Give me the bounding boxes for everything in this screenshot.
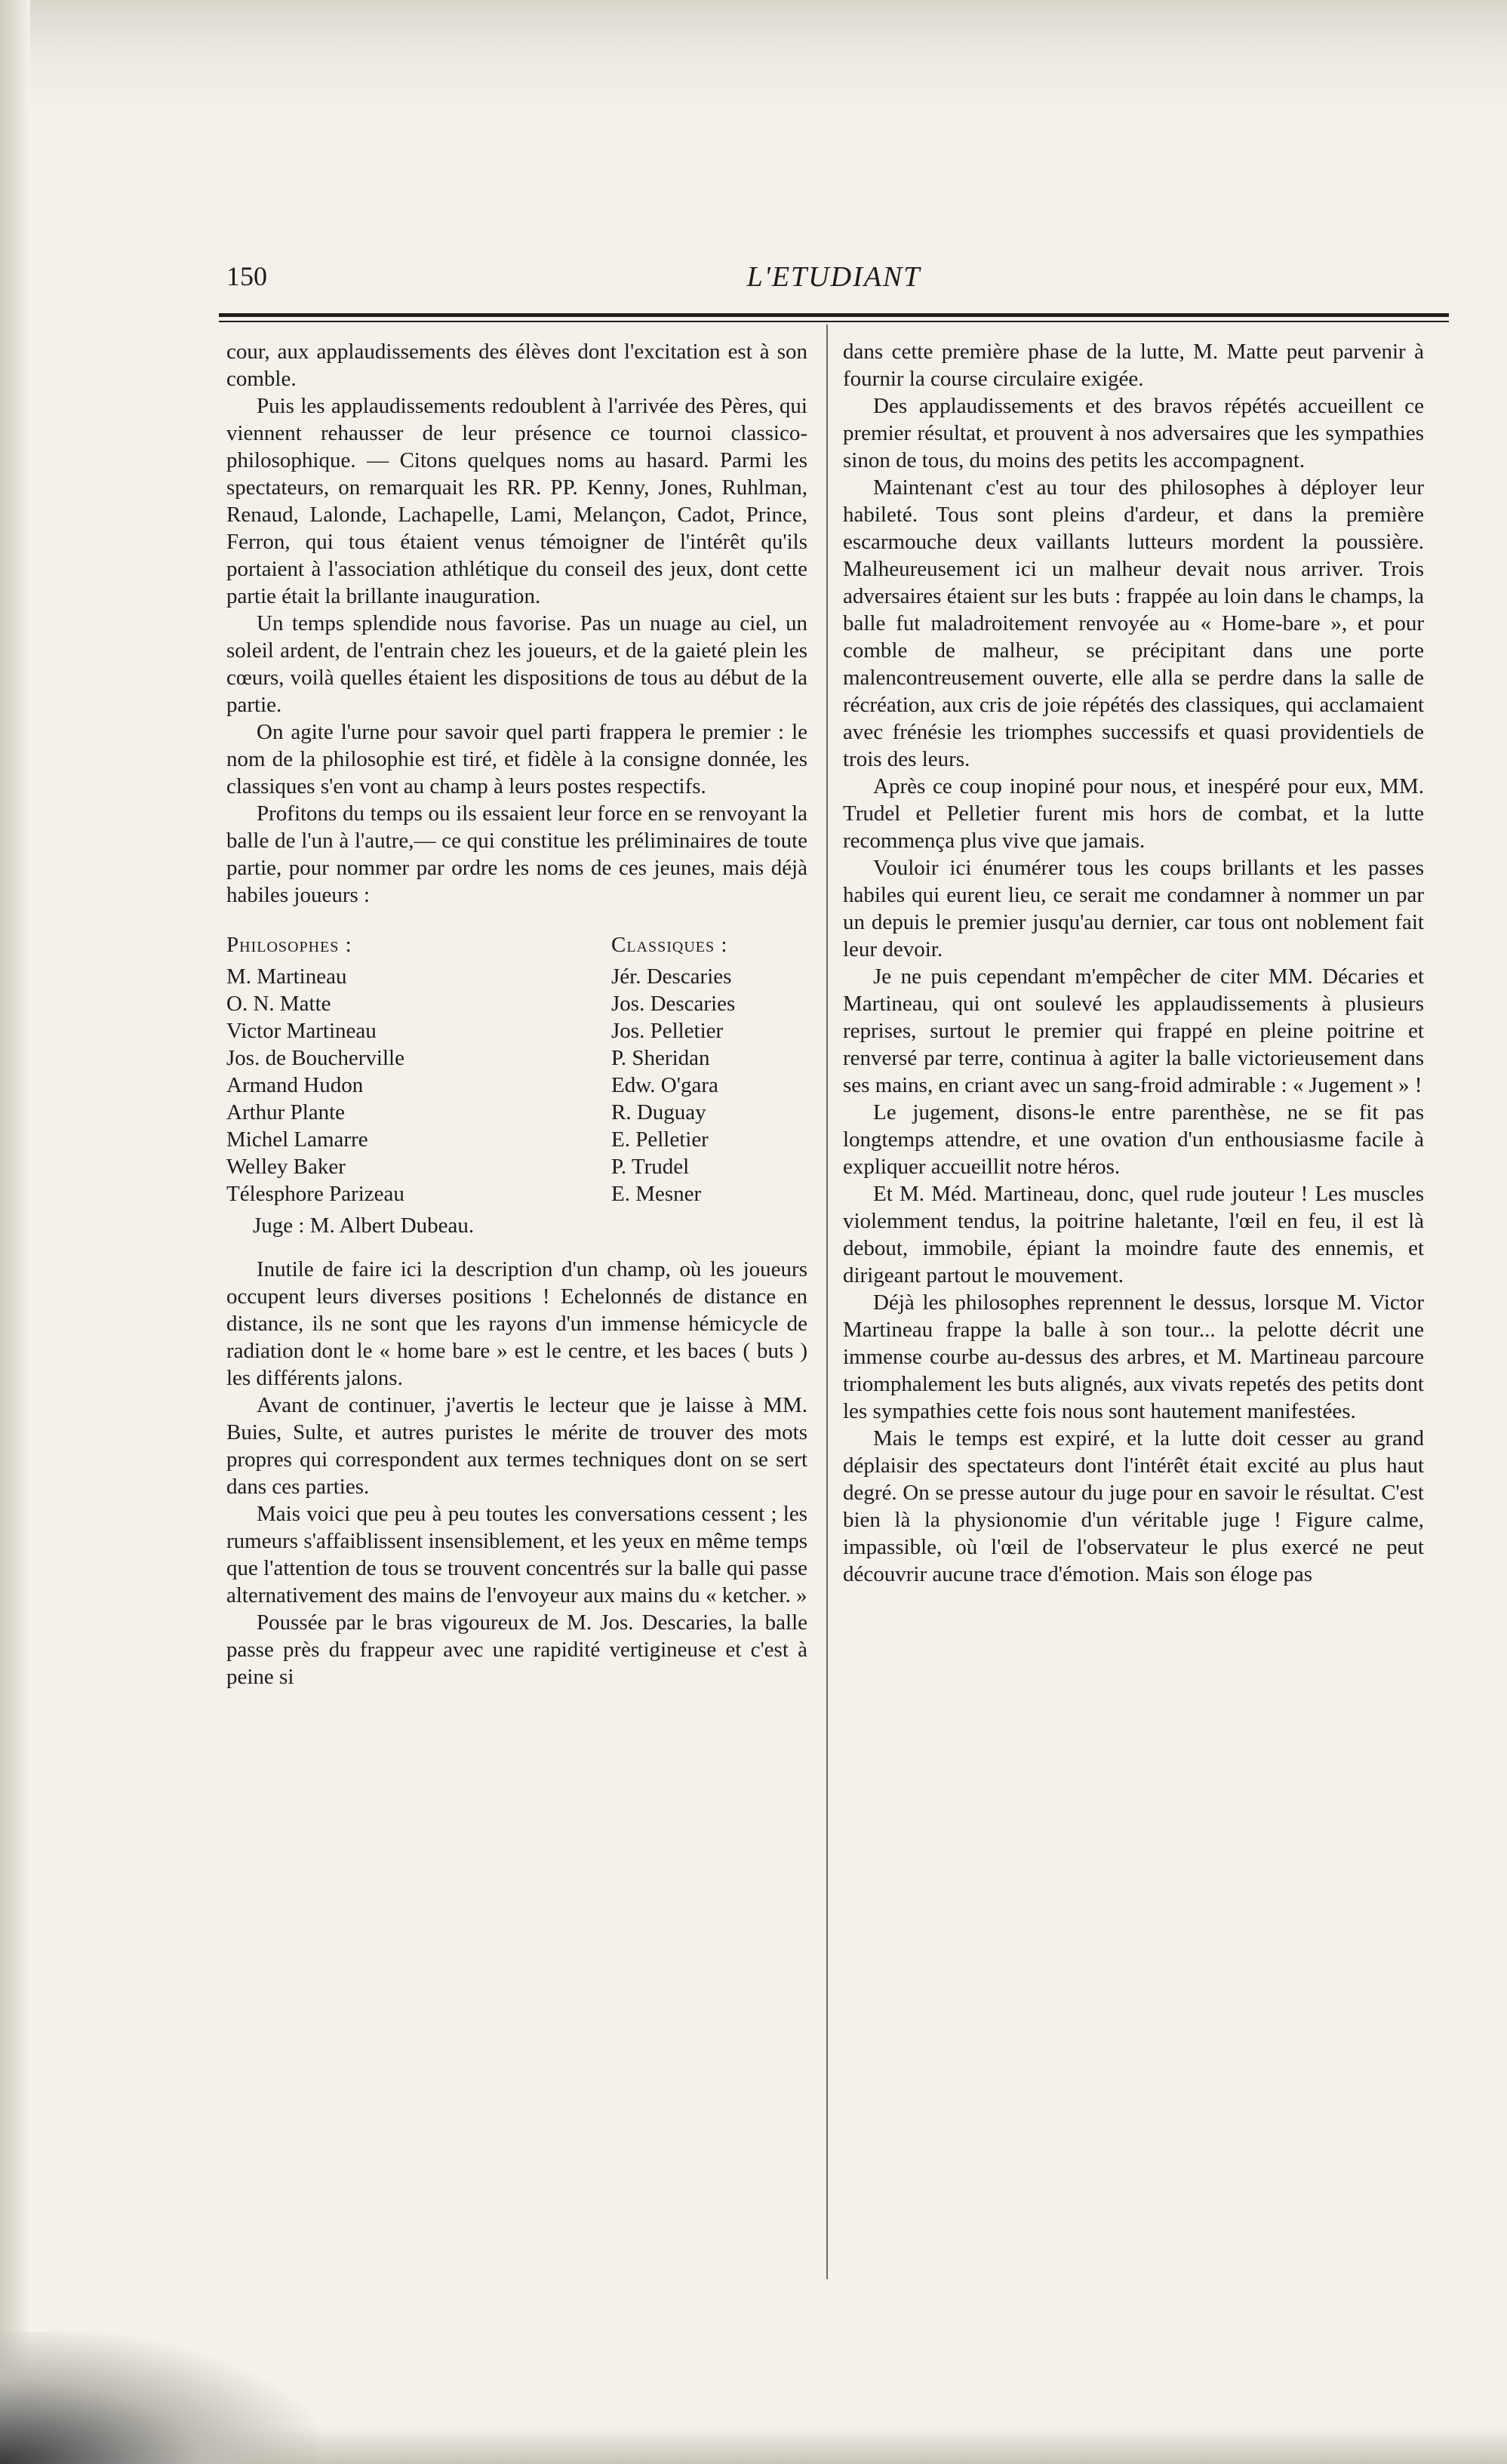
paragraph: Inutile de faire ici la description d'un champ, où les joueurs occupent leurs diverses positions ! Echelonnés de distance en distance, ils ne sont que les rayons d'un immense hémicycle de radiation dont le « home bare » est le centre, et les baces ( buts ) les différents jalons. bbox=[226, 1257, 807, 1390]
column-divider bbox=[826, 325, 828, 2279]
page-edge-left bbox=[0, 0, 30, 2464]
paragraph: Profitons du temps ou ils essaient leur force en se renvoyant la balle de l'un à l'autre,— ce qui constitue les préliminaires de toute partie, pour nommer par ordre les noms de ces jeunes, mais déjà habiles joueurs : bbox=[226, 801, 807, 907]
paragraph: Mais voici que peu à peu toutes les conversations cessent ; les rumeurs s'affaiblissent insensiblement, et les yeux en même temps que l'attention de tous se trouvent concentrés sur la balle qui passe alternativement des mains de l'envoyeur aux mains du « ketcher. » bbox=[226, 1502, 807, 1607]
player-name: Jos. de Boucherville bbox=[226, 1046, 404, 1070]
team-heading: Philosophes : bbox=[226, 933, 352, 957]
paragraph: Vouloir ici énumérer tous les coups brillants et les passes habiles qui eurent lieu, ce serait me condamner à nommer un par un depuis le premier jusqu'au dernier, car tous ont noblement fait leur devoir. bbox=[843, 856, 1424, 961]
team-rosters bbox=[226, 931, 807, 1207]
player-name: Armand Hudon bbox=[226, 1073, 364, 1097]
paragraph: cour, aux applaudissements des élèves dont l'excitation est à son comble. bbox=[226, 340, 807, 391]
header-rule-thin bbox=[219, 321, 1449, 322]
paragraph: On agite l'urne pour savoir quel parti frappera le premier : le nom de la philosophie est tiré, et fidèle à la consigne donnée, les classiques s'en vont au champ à leurs postes respectifs. bbox=[226, 720, 807, 798]
paragraph: Maintenant c'est au tour des philosophes à déployer leur habileté. Tous sont pleins d'ardeur, et dans la première escarmouche deux vaillants lutteurs mordent la poussière. Malheureusement ici un malheur devait nous arriver. Trois adversaires étaient sur les buts : frappée au loin dans le champs, la balle fut maladroitement renvoyée au « Home-bare », et pour comble de malheur, se précipitant dans une porte malencontreusement ouverte, elle alla se perdre dans la salle de récréation, aux cris de joie répétés des classiques, qui acclamaient avec frénésie les triomphes successifs et quasi providentiels de trois des leurs. bbox=[843, 475, 1424, 771]
player-name: Welley Baker bbox=[226, 1155, 346, 1179]
ink-stain bbox=[0, 2332, 317, 2464]
paragraph: Déjà les philosophes reprennent le dessus, lorsque M. Victor Martineau frappe la balle à son tour... la pelotte décrit une immense courbe au-dessus des arbres, et M. Martineau parcoure triomphalement les buts alignés, aux vivats repetés des petits dont les sympathies cette fois nous sont hautement manifestées. bbox=[843, 1290, 1424, 1423]
team-philosophes bbox=[226, 931, 506, 1207]
paragraph: Le jugement, disons-le entre parenthèse, ne se fit pas longtemps attendre, et une ovation d'un enthousiasme facile à expliquer accueillit notre héros. bbox=[843, 1100, 1424, 1179]
paragraph: Poussée par le bras vigoureux de M. Jos. Descaries, la balle passe près du frappeur avec une rapidité vertigineuse et c'est à peine si bbox=[226, 1610, 807, 1689]
running-title: L'ETUDIANT bbox=[746, 261, 921, 293]
paragraph: Et M. Méd. Martineau, donc, quel rude jouteur ! Les muscles violemment tendus, la poitrine haletante, l'œil en feu, il est là debout, immobile, épiant la moindre faute des ennemis, et dirigeant partout le mouvement. bbox=[843, 1182, 1424, 1287]
paragraph: Des applaudissements et des bravos répétés accueillent ce premier résultat, et prouvent à nos adversaires que les sympathies sinon de tous, du moins des petits les accompagnent. bbox=[843, 394, 1424, 472]
player-name: P. Sheridan bbox=[611, 1046, 710, 1070]
player-name: E. Pelletier bbox=[611, 1127, 709, 1152]
judge-line: Juge : M. Albert Dubeau. bbox=[253, 1214, 475, 1238]
left-column bbox=[226, 338, 807, 1690]
player-name: Télesphore Parizeau bbox=[226, 1182, 404, 1206]
page-header bbox=[219, 260, 1449, 313]
player-name: Victor Martineau bbox=[226, 1019, 377, 1043]
page-edge-top bbox=[0, 0, 1507, 113]
player-name: M. Martineau bbox=[226, 964, 347, 989]
paragraph: Avant de continuer, j'avertis le lecteur que je laisse à MM. Buies, Sulte, et autres puristes le mérite de trouver des mots propres qui correspondent aux termes techniques dont on se sert dans ces parties. bbox=[226, 1393, 807, 1499]
right-column bbox=[843, 338, 1424, 1588]
player-name: Arthur Plante bbox=[226, 1100, 346, 1124]
player-name: Edw. O'gara bbox=[611, 1073, 718, 1097]
paragraph: Après ce coup inopiné pour nous, et inespéré pour eux, MM. Trudel et Pelletier furent mis hors de combat, et la lutte recommença plus vive que jamais. bbox=[843, 774, 1424, 853]
paragraph: Je ne puis cependant m'empêcher de citer MM. Décaries et Martineau, qui ont soulevé les applaudissements à plusieurs reprises, surtout le premier qui frappé en pleine poitrine et renversé par terre, continua à agiter la balle victorieusement dans ses mains, en criant avec un sang-froid admirable : « Jugement » ! bbox=[843, 964, 1424, 1097]
player-name: P. Trudel bbox=[611, 1155, 690, 1179]
team-heading: Classiques : bbox=[611, 933, 728, 957]
paragraph: Un temps splendide nous favorise. Pas un nuage au ciel, un soleil ardent, de l'entrain chez les joueurs, et de la gaieté plein les cœurs, voilà quelles étaient les dispositions de tous au début de la partie. bbox=[226, 611, 807, 717]
player-name: Jér. Descaries bbox=[611, 964, 732, 989]
header-rule-thick bbox=[219, 313, 1449, 317]
paragraph: dans cette première phase de la lutte, M. Matte peut parvenir à fournir la course circulaire exigée. bbox=[843, 340, 1424, 391]
player-name: Jos. Descaries bbox=[611, 992, 736, 1016]
page-number: 150 bbox=[226, 261, 267, 291]
paragraph: Puis les applaudissements redoublent à l'arrivée des Pères, qui viennent rehausser de leur présence ce tournoi classico-philosophique. — Citons quelques noms au hasard. Parmi les spectateurs, on remarquait les RR. PP. Kenny, Jones, Ruhlman, Renaud, Lalonde, Lachapelle, Lami, Melançon, Cadot, Prince, Ferron, qui tous étaient venus témoigner de l'intérêt qu'ils portaient à l'association athlétique du conseil des jeux, dont cette partie était la brillante inauguration. bbox=[226, 394, 807, 608]
player-name: Michel Lamarre bbox=[226, 1127, 368, 1152]
player-name: O. N. Matte bbox=[226, 992, 331, 1016]
player-name: E. Mesner bbox=[611, 1182, 702, 1206]
team-classiques bbox=[611, 931, 807, 1207]
player-name: R. Duguay bbox=[611, 1100, 706, 1124]
player-name: Jos. Pelletier bbox=[611, 1019, 724, 1043]
paragraph: Mais le temps est expiré, et la lutte doit cesser au grand déplaisir des spectateurs dont l'intérêt était excité au plus haut degré. On se presse autour du juge pour en savoir le résultat. C'est bien là la physionomie d'un véritable juge ! Figure calme, impassible, où l'œil de l'observateur le plus exercé ne peut découvrir aucune trace d'émotion. Mais son éloge pas bbox=[843, 1426, 1424, 1586]
